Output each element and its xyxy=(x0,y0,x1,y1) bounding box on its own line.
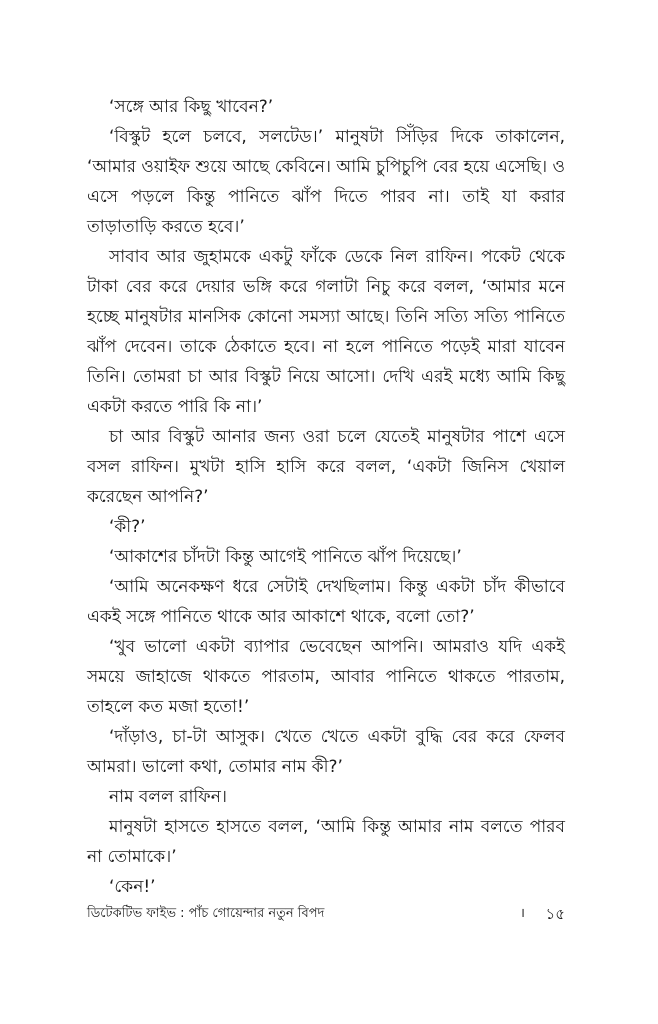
paragraph-11: মানুষটা হাসতে হাসতে বলল, ‘আমি কিন্তু আমার নাম বলতে পারব না তোমাকে।’ xyxy=(87,817,565,867)
paragraph-10: নাম বলল রাফিন। xyxy=(109,787,227,807)
paragraph-12: ‘কেন!’ xyxy=(109,877,156,897)
paragraph-9: ‘দাঁড়াও, চা-টা আসুক। খেতে খেতে একটা বুদ্ধি বের করে ফেলব আমরা। ভালো কথা, তোমার নাম কী?’ xyxy=(87,727,565,777)
paragraph-2: ‘বিস্কুট হলে চলবে, সলটেড।’ মানুষটা সিঁড়ির দিকে তাকালেন, ‘আমার ওয়াইফ শুয়ে আছে কেবিনে। আমি চুপিচুপি বের হয়ে এসেছি। ও এসে পড়লে কিন্তু পানিতে ঝাঁপ দিতে পারব না। তাই যা করার তাড়াতাড়ি করতে হবে।’ xyxy=(87,127,565,237)
paragraph-4: চা আর বিস্কুট আনার জন্য ওরা চলে যেতেই মানুষটার পাশে এসে বসল রাফিন। মুখটা হাসি হাসি করে বলল, ‘একটা জিনিস খেয়াল করেছেন আপনি?’ xyxy=(87,427,565,507)
paragraph-3: সাবাব আর জুহামকে একটু ফাঁকে ডেকে নিল রাফিন। পকেট থেকে টাকা বের করে দেয়ার ভঙ্গি করে গলাটা নিচু করে বলল, ‘আমার মনে হচ্ছে মানুষটার মানসিক কোনো সমস্যা আছে। তিনি সত্যি সত্যি পানিতে ঝাঁপ দেবেন। তাকে ঠেকাতে হবে। না হলে পানিতে পড়েই মারা যাবেন তিনি। তোমরা চা আর বিস্কুট নিয়ে আসো। দেখি এরই মধ্যে আমি কিছু একটা করতে পারি কি না।’ xyxy=(87,247,565,417)
paragraph-1: ‘সঙ্গে আর কিছু খাবেন?’ xyxy=(109,97,274,117)
paragraph-5: ‘কী?’ xyxy=(109,517,146,537)
paragraph-8: ‘খুব ভালো একটা ব্যাপার ভেবেছেন আপনি। আমরাও যদি একই সময়ে জাহাজে থাকতে পারতাম, আবার পানিতে থাকতে পারতাম, তাহলে কত মজা হতো!’ xyxy=(87,637,565,717)
paragraph-7: ‘আমি অনেকক্ষণ ধরে সেটাই দেখছিলাম। কিন্তু একটা চাঁদ কীভাবে একই সঙ্গে পানিতে থাকে আর আকাশে থাকে, বলো তো?’ xyxy=(87,577,565,627)
page-footer xyxy=(87,902,565,926)
page-body xyxy=(87,92,565,902)
page-number: ১৫ xyxy=(545,905,565,923)
running-footer-title: ডিটেকটিভ ফাইভ : পাঁচ গোয়েন্দার নতুন বিপদ xyxy=(87,906,325,921)
paragraph-6: ‘আকাশের চাঁদটা কিন্তু আগেই পানিতে ঝাঁপ দিয়েছে।’ xyxy=(109,547,462,567)
footer-separator: । xyxy=(520,906,525,921)
